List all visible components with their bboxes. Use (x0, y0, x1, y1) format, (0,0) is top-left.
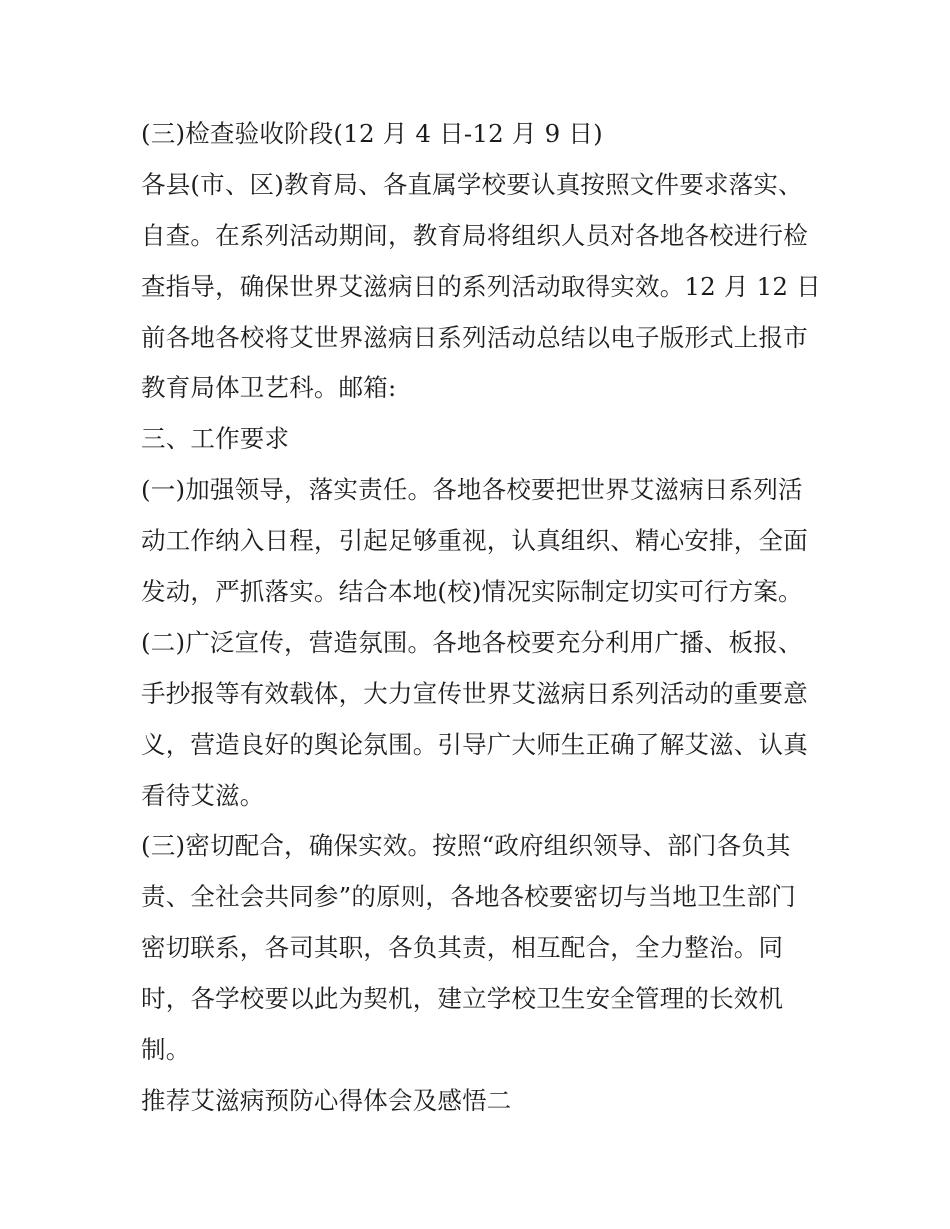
paragraph-line: 查指导，确保世界艾滋病日的系列活动取得实效。12 月 12 日 (141, 271, 821, 301)
paragraph-line: 密切联系，各司其职，各负其责，相互配合，全力整治。同 (141, 933, 784, 963)
paragraph-line: 手抄报等有效载体，大力宣传世界艾滋病日系列活动的重要意 (141, 678, 808, 708)
section-heading-recommendation-two: 推荐艾滋病预防心得体会及感悟二 (141, 1085, 512, 1115)
paragraph-line: 动工作纳入日程，引起足够重视，认真组织、精心安排，全面 (141, 526, 808, 556)
document-body (141, 109, 821, 1127)
section-heading-inspection-stage: (三)检查验收阶段(12 月 4 日-12 月 9 日) (141, 119, 603, 148)
paragraph-line: 看待艾滋。 (141, 780, 265, 810)
paragraph-line: 发动，严抓落实。结合本地(校)情况实际制定切实可行方案。 (141, 577, 803, 607)
paragraph-line: 义，营造良好的舆论氛围。引导广大师生正确了解艾滋、认真 (141, 729, 808, 759)
section-heading-work-requirements: 三、工作要求 (141, 424, 290, 454)
paragraph-line: (三)密切配合，确保实效。按照“政府组织领导、部门各负其 (141, 831, 791, 861)
paragraph-line: (一)加强领导，落实责任。各地各校要把世界艾滋病日系列活 (141, 475, 803, 505)
paragraph-line: (二)广泛宣传，营造氛围。各地各校要充分利用广播、板报、 (141, 627, 803, 657)
paragraph-line: 时，各学校要以此为契机，建立学校卫生安全管理的长效机 (141, 984, 784, 1014)
paragraph-line: 责、全社会共同参”的原则，各地各校要密切与当地卫生部门 (141, 882, 796, 912)
paragraph-line: 各县(市、区)教育局、各直属学校要认真按照文件要求落实、 (141, 169, 803, 199)
paragraph-line: 制。 (141, 1035, 191, 1065)
paragraph-line: 前各地各校将艾世界滋病日系列活动总结以电子版形式上报市 (141, 322, 808, 352)
paragraph-line: 自查。在系列活动期间，教育局将组织人员对各地各校进行检 (141, 220, 808, 250)
paragraph-line: 教育局体卫艺科。邮箱: (141, 373, 397, 403)
